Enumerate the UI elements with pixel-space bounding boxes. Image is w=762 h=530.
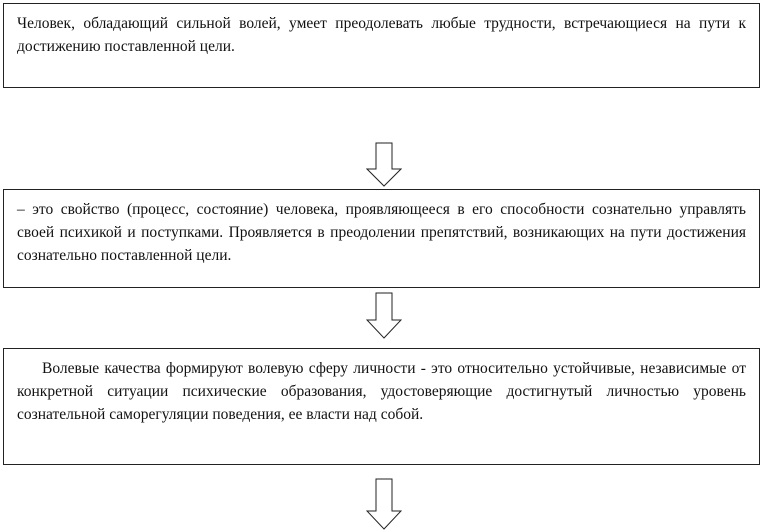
definition-box [3,189,760,288]
qualities-text: Волевые качества формируют волевую сферу личности - это относительно устойчивые, независимые от конкретной ситуации психические образования, удостоверяющие достигнутый личностью уровень сознательной саморегуляции поведения, ее власти над собой. [17,360,746,423]
definition-text: – это свойство (процесс, состояние) человека, проявляющееся в его способности сознательно управлять своей психикой и поступками. Проявляется в преодолении препятствий, возникающих на пути достижения сознательно поставленной цели. [17,201,746,264]
down-arrow-icon [366,478,402,530]
statement-text: Человек, обладающий сильной волей, умеет преодолевать любые трудности, встречающиеся на пути к достижению поставленной цели. [17,15,746,55]
statement-box [3,3,760,88]
down-arrow-icon [366,142,402,188]
down-arrow-icon [366,292,402,340]
qualities-box [3,348,760,465]
